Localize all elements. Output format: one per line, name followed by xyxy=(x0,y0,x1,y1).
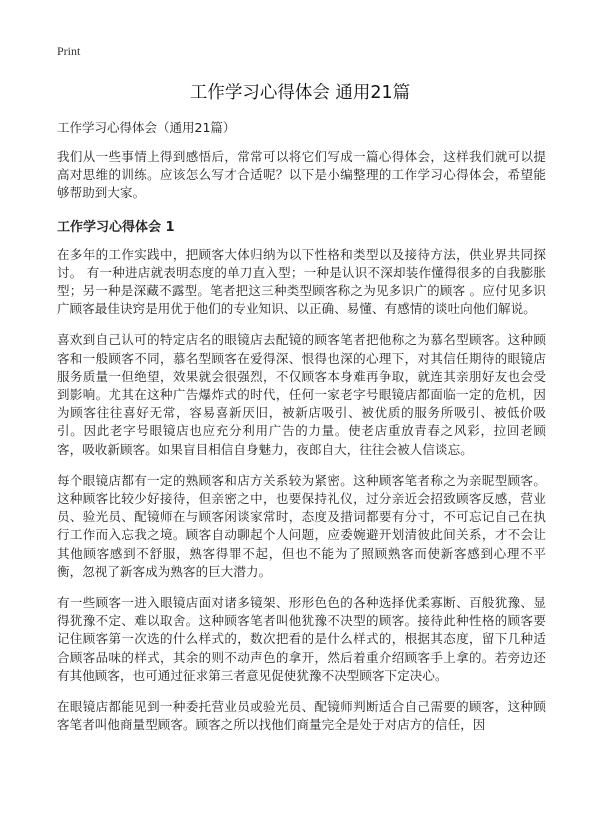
page-title: 工作学习心得体会 通用21篇 xyxy=(189,83,411,103)
body-paragraph: 每个眼镜店都有一定的熟顾客和店方关系较为紧密。这种顾客笔者称之为亲昵型顾客。这种顾客比较少好接待，但亲密之中，也要保持礼仪，过分亲近会招致顾客反感，营业员、验光员、配镜师在与顾客闲谈家常时，态度及措词都要有分寸，不可忘记自己在执行工作而入忘我之境。顾客自动聊起个人问题，应委婉避开划清彼此间关系，才不会让其他顾客感到不舒服，熟客得罪不起，但也不能为了照顾熟客而使新客感到心理不平衡，忽视了新客成为熟客的巨大潜力。 xyxy=(57,472,546,579)
article-subtitle: 工作学习心得体会（通用21篇） xyxy=(57,120,236,135)
article-body xyxy=(57,119,546,747)
body-paragraph: 喜欢到自己认可的特定店名的眼镜店去配镜的顾客笔者把他称之为慕名型顾客。这种顾客和一般顾客不同，慕名型顾客在爱得深、恨得也深的心理下，对其信任期待的眼镜店服务质量一但绝望，效果就会很强烈，不仅顾客本身难再争取，就连其亲朋好友也会受到影响。尤其在这种广告爆炸式的时代，任何一家老字号眼镜店都面临一定的危机，因为顾客往往喜好无常，容易喜新厌旧，被新店吸引、被优质的服务所吸引、被低价吸引。因此老字号眼镜店也应充分利用广告的力量。使老店重放青春之风彩，拉回老顾客，吸收新顾客。如果盲目相信自身魅力，夜郎自大，往往会被人信谈忘。 xyxy=(57,332,546,457)
section-heading: 工作学习心得体会 1 xyxy=(57,219,175,235)
body-paragraph: 在多年的工作实践中，把顾客大体归纳为以下性格和类型以及接待方法，供业界共同探讨。 有一种进店就表明态度的单刀直入型；一种是认识不深却装作懂得很多的自我膨胀型；另一种是深藏不露型。笔者把这三种类型顾客称之为见多识广的顾客 。应付见多识广顾客最佳诀窍是用优于他们的专业知识、以正确、易懂、有感情的谈吐向他们解说。 xyxy=(57,246,546,317)
print-link[interactable]: Print xyxy=(57,44,81,58)
body-paragraph: 在眼镜店都能见到一种委托营业员或验光员、配镜师判断适合自己需要的顾客，这种顾客笔者叫他商量型顾客。顾客之所以找他们商量完全是处于对店方的信任，因 xyxy=(57,699,546,733)
intro-paragraph: 我们从一些事情上得到感悟后，常常可以将它们写成一篇心得体会，这样我们就可以提高对思维的训练。应该怎么写才合适呢？以下是小编整理的工作学习心得体会，希望能够帮助到大家。 xyxy=(57,149,546,201)
body-paragraph: 有一些顾客一进入眼镜店面对诸多镜架、形形色色的各种选择优柔寡断、百般犹豫、显得犹豫不定、难以取舍。这种顾客笔者叫他犹豫不决型的顾客。接待此种性格的顾客要记住顾客第一次选的什么样式的，数次把看的是什么样式的，根据其态度，留下几种适合顾客品味的样式，其余的则不动声色的拿开，然后着重介绍顾客手上拿的。若旁边还有其他顾客，也可通过征求第三者意见促使犹豫不决型顾客下定决心。 xyxy=(57,595,546,683)
